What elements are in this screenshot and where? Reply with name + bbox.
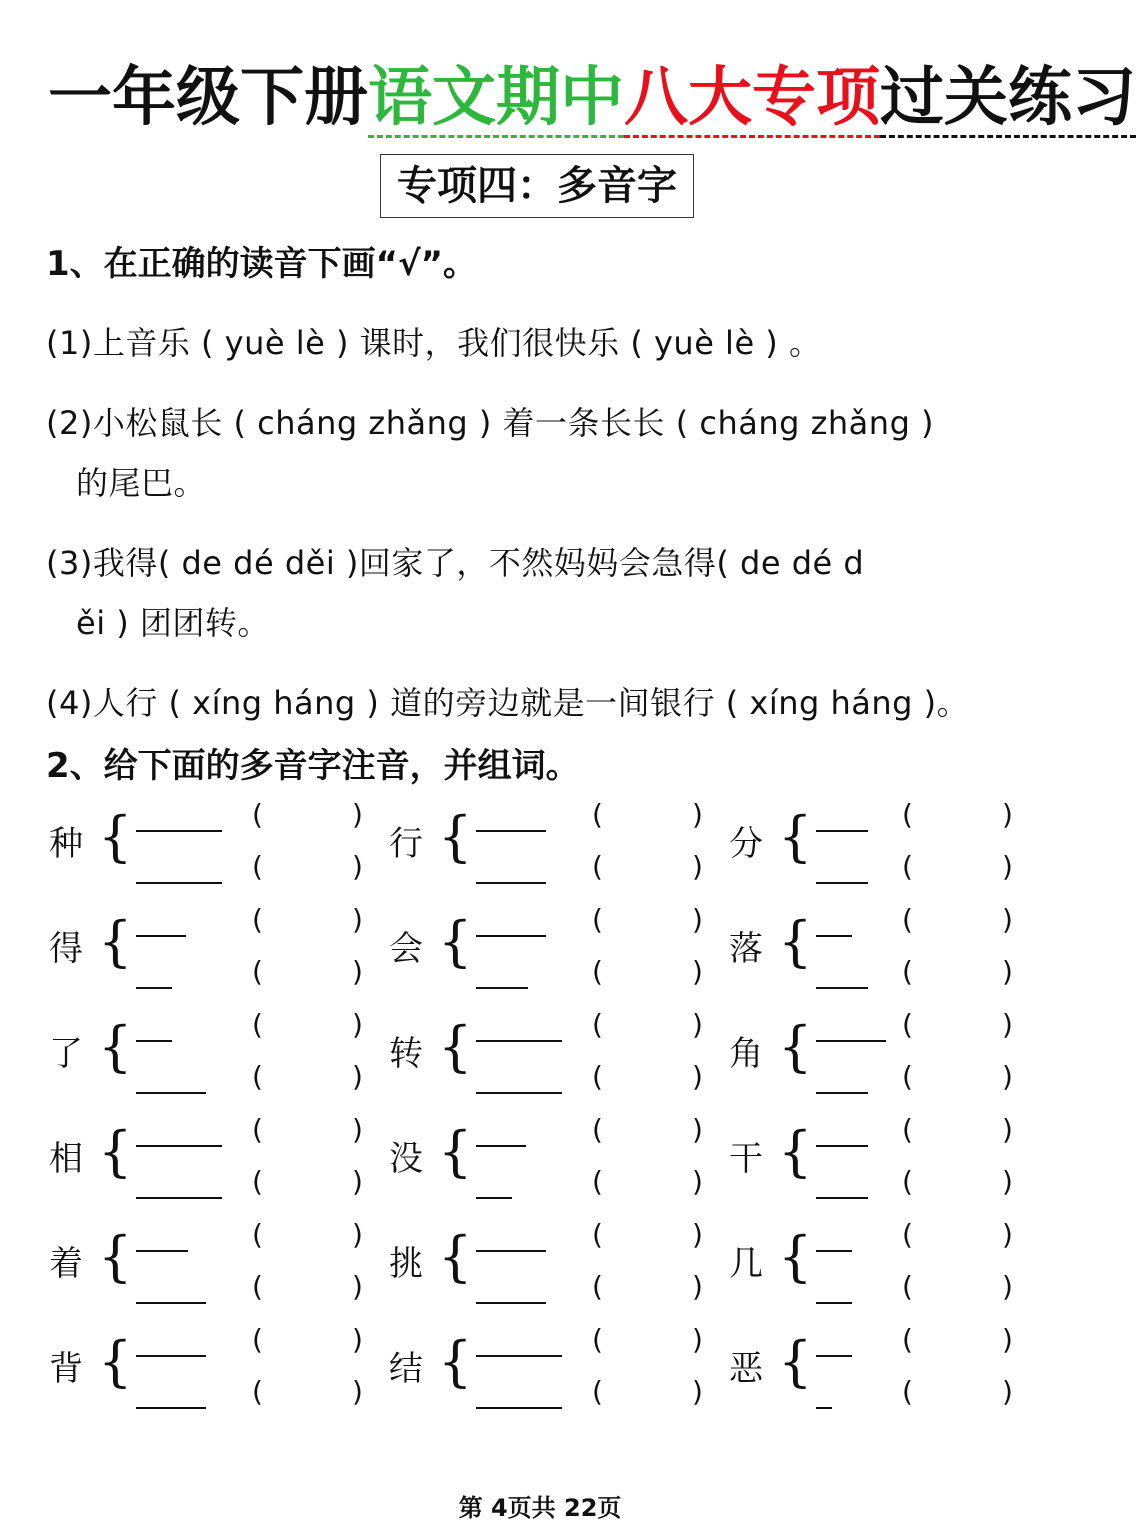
word-blank-open-paren: ( xyxy=(902,955,913,988)
title-part-2: 语文期中 xyxy=(368,61,624,138)
pinyin-blank[interactable] xyxy=(136,1145,222,1147)
pinyin-blank[interactable] xyxy=(816,882,868,884)
word-blank-open-paren: ( xyxy=(592,1060,603,1093)
question-2-heading: 2、给下面的多音字注音，并组词。 xyxy=(46,746,580,786)
pinyin-blank[interactable] xyxy=(816,830,868,832)
pinyin-blank[interactable] xyxy=(136,1250,188,1252)
polyphonic-character: 几 xyxy=(729,1244,763,1284)
pinyin-blank[interactable] xyxy=(136,1355,206,1357)
word-blank-open-paren: ( xyxy=(902,1323,913,1356)
word-blank-close-paren: ) xyxy=(692,1218,703,1251)
word-blank-open-paren: ( xyxy=(592,1113,603,1146)
word-blank-open-paren: ( xyxy=(902,798,913,831)
polyphonic-character: 行 xyxy=(389,824,423,864)
polyphonic-character: 会 xyxy=(389,929,423,969)
question-1-item-2-continued: 的尾巴。 xyxy=(76,464,207,502)
word-blank-open-paren: ( xyxy=(592,903,603,936)
pinyin-blank[interactable] xyxy=(136,987,172,989)
pinyin-blank[interactable] xyxy=(476,1092,562,1094)
curly-brace: { xyxy=(98,805,133,868)
word-blank-open-paren: ( xyxy=(252,1165,263,1198)
word-blank-open-paren: ( xyxy=(252,1218,263,1251)
question-1-item-1: (1)上音乐 ( yuè lè ) 课时，我们很快乐 ( yuè lè ) 。 xyxy=(46,324,822,362)
word-blank-close-paren: ) xyxy=(352,955,363,988)
pinyin-blank[interactable] xyxy=(816,1302,852,1304)
word-blank-close-paren: ) xyxy=(1002,1165,1013,1198)
curly-brace: { xyxy=(98,910,133,973)
polyphonic-character: 相 xyxy=(49,1139,83,1179)
word-blank-close-paren: ) xyxy=(352,1270,363,1303)
pinyin-blank[interactable] xyxy=(476,1145,526,1147)
word-blank-close-paren: ) xyxy=(1002,798,1013,831)
pinyin-blank[interactable] xyxy=(136,935,186,937)
pinyin-blank[interactable] xyxy=(136,1040,172,1042)
polyphonic-character: 分 xyxy=(729,824,763,864)
word-blank-open-paren: ( xyxy=(592,1323,603,1356)
pinyin-blank[interactable] xyxy=(816,1092,868,1094)
pinyin-blank[interactable] xyxy=(136,1302,206,1304)
word-blank-close-paren: ) xyxy=(692,1008,703,1041)
title-part-4: 过关练习 xyxy=(880,61,1136,138)
pinyin-blank[interactable] xyxy=(816,987,868,989)
polyphonic-character: 没 xyxy=(389,1139,423,1179)
question-1-item-2: (2)小松鼠长 ( cháng zhǎng ) 着一条长长 ( cháng zhǎng ) xyxy=(46,404,935,442)
word-blank-close-paren: ) xyxy=(1002,1008,1013,1041)
pinyin-blank[interactable] xyxy=(816,1250,852,1252)
word-blank-close-paren: ) xyxy=(1002,1113,1013,1146)
word-blank-close-paren: ) xyxy=(1002,1218,1013,1251)
pinyin-blank[interactable] xyxy=(136,1407,206,1409)
word-blank-open-paren: ( xyxy=(902,1060,913,1093)
curly-brace: { xyxy=(98,1330,133,1393)
pinyin-blank[interactable] xyxy=(816,1040,886,1042)
word-blank-close-paren: ) xyxy=(352,1375,363,1408)
pinyin-blank[interactable] xyxy=(476,1355,562,1357)
pinyin-blank[interactable] xyxy=(136,1092,206,1094)
pinyin-blank[interactable] xyxy=(476,1302,546,1304)
word-blank-open-paren: ( xyxy=(902,1270,913,1303)
word-blank-close-paren: ) xyxy=(692,1165,703,1198)
pinyin-blank[interactable] xyxy=(136,830,222,832)
word-blank-close-paren: ) xyxy=(692,1270,703,1303)
word-blank-close-paren: ) xyxy=(692,903,703,936)
word-blank-open-paren: ( xyxy=(902,850,913,883)
pinyin-blank[interactable] xyxy=(476,1250,546,1252)
word-blank-close-paren: ) xyxy=(1002,903,1013,936)
pinyin-blank[interactable] xyxy=(476,1040,562,1042)
word-blank-close-paren: ) xyxy=(692,1060,703,1093)
curly-brace: { xyxy=(778,910,813,973)
polyphonic-character: 挑 xyxy=(389,1244,423,1284)
word-blank-close-paren: ) xyxy=(692,1113,703,1146)
word-blank-open-paren: ( xyxy=(252,798,263,831)
polyphonic-character: 了 xyxy=(49,1034,83,1074)
word-blank-open-paren: ( xyxy=(592,1008,603,1041)
word-blank-close-paren: ) xyxy=(352,850,363,883)
polyphonic-character: 结 xyxy=(389,1349,423,1389)
word-blank-close-paren: ) xyxy=(1002,1060,1013,1093)
curly-brace: { xyxy=(778,1330,813,1393)
pinyin-blank[interactable] xyxy=(476,935,546,937)
pinyin-blank[interactable] xyxy=(136,882,222,884)
curly-brace: { xyxy=(98,1225,133,1288)
pinyin-blank[interactable] xyxy=(816,1355,852,1357)
polyphonic-character: 角 xyxy=(729,1034,763,1074)
question-1-heading: 1、在正确的读音下画“√”。 xyxy=(46,244,478,284)
word-blank-open-paren: ( xyxy=(252,1060,263,1093)
curly-brace: { xyxy=(438,805,473,868)
word-blank-open-paren: ( xyxy=(592,1165,603,1198)
word-blank-open-paren: ( xyxy=(592,1270,603,1303)
polyphonic-character: 着 xyxy=(49,1244,83,1284)
word-blank-close-paren: ) xyxy=(1002,1375,1013,1408)
word-blank-close-paren: ) xyxy=(352,903,363,936)
word-blank-open-paren: ( xyxy=(592,955,603,988)
word-blank-open-paren: ( xyxy=(592,1218,603,1251)
word-blank-close-paren: ) xyxy=(352,798,363,831)
word-blank-open-paren: ( xyxy=(252,1270,263,1303)
word-blank-open-paren: ( xyxy=(592,1375,603,1408)
question-1-item-3-continued: ěi ) 团团转。 xyxy=(76,604,270,642)
word-blank-close-paren: ) xyxy=(352,1008,363,1041)
worksheet-title xyxy=(48,58,1136,138)
pinyin-blank[interactable] xyxy=(476,830,546,832)
word-blank-open-paren: ( xyxy=(902,1008,913,1041)
word-blank-open-paren: ( xyxy=(252,903,263,936)
title-part-1: 一年级下册 xyxy=(48,61,368,135)
polyphonic-character: 种 xyxy=(49,824,83,864)
word-blank-close-paren: ) xyxy=(1002,1270,1013,1303)
word-blank-open-paren: ( xyxy=(902,1218,913,1251)
word-blank-open-paren: ( xyxy=(902,903,913,936)
curly-brace: { xyxy=(98,1015,133,1078)
curly-brace: { xyxy=(98,1120,133,1183)
word-blank-close-paren: ) xyxy=(352,1060,363,1093)
pinyin-blank[interactable] xyxy=(816,1145,868,1147)
curly-brace: { xyxy=(438,1225,473,1288)
word-blank-close-paren: ) xyxy=(352,1218,363,1251)
word-blank-open-paren: ( xyxy=(252,1375,263,1408)
word-blank-close-paren: ) xyxy=(692,850,703,883)
word-blank-open-paren: ( xyxy=(902,1165,913,1198)
page-footer: 第 4页共 22页 xyxy=(458,1494,622,1522)
title-part-3: 八大专项 xyxy=(624,61,880,138)
curly-brace: { xyxy=(438,1120,473,1183)
word-blank-close-paren: ) xyxy=(352,1113,363,1146)
word-blank-close-paren: ) xyxy=(352,1165,363,1198)
polyphonic-character: 落 xyxy=(729,929,763,969)
word-blank-open-paren: ( xyxy=(252,955,263,988)
word-blank-close-paren: ) xyxy=(692,798,703,831)
word-blank-close-paren: ) xyxy=(692,1323,703,1356)
curly-brace: { xyxy=(438,1015,473,1078)
curly-brace: { xyxy=(438,910,473,973)
curly-brace: { xyxy=(778,1225,813,1288)
word-blank-open-paren: ( xyxy=(252,1008,263,1041)
polyphonic-character: 转 xyxy=(389,1034,423,1074)
pinyin-blank[interactable] xyxy=(816,1407,832,1409)
curly-brace: { xyxy=(778,1120,813,1183)
word-blank-open-paren: ( xyxy=(902,1113,913,1146)
pinyin-blank[interactable] xyxy=(816,935,852,937)
curly-brace: { xyxy=(438,1330,473,1393)
word-blank-close-paren: ) xyxy=(692,1375,703,1408)
word-blank-open-paren: ( xyxy=(592,798,603,831)
curly-brace: { xyxy=(778,805,813,868)
word-blank-close-paren: ) xyxy=(692,955,703,988)
section-subtitle: 专项四：多音字 xyxy=(380,154,694,218)
pinyin-blank[interactable] xyxy=(136,1197,222,1199)
word-blank-close-paren: ) xyxy=(1002,850,1013,883)
curly-brace: { xyxy=(778,1015,813,1078)
pinyin-blank[interactable] xyxy=(476,1197,512,1199)
word-blank-open-paren: ( xyxy=(252,1113,263,1146)
word-blank-close-paren: ) xyxy=(352,1323,363,1356)
polyphonic-character: 背 xyxy=(49,1349,83,1389)
word-blank-close-paren: ) xyxy=(1002,955,1013,988)
word-blank-open-paren: ( xyxy=(902,1375,913,1408)
word-blank-close-paren: ) xyxy=(1002,1323,1013,1356)
word-blank-open-paren: ( xyxy=(592,850,603,883)
polyphonic-character: 得 xyxy=(49,929,83,969)
question-1-item-3: (3)我得( de dé děi )回家了，不然妈妈会急得( de dé d xyxy=(46,544,865,582)
pinyin-blank[interactable] xyxy=(476,1407,562,1409)
polyphonic-character: 恶 xyxy=(729,1349,763,1389)
word-blank-open-paren: ( xyxy=(252,850,263,883)
pinyin-blank[interactable] xyxy=(476,987,528,989)
polyphonic-character: 干 xyxy=(729,1139,763,1179)
word-blank-open-paren: ( xyxy=(252,1323,263,1356)
pinyin-blank[interactable] xyxy=(816,1197,868,1199)
question-1-item-4: (4)人行 ( xíng háng ) 道的旁边就是一间银行 ( xíng háng )。 xyxy=(46,684,970,722)
pinyin-blank[interactable] xyxy=(476,882,546,884)
